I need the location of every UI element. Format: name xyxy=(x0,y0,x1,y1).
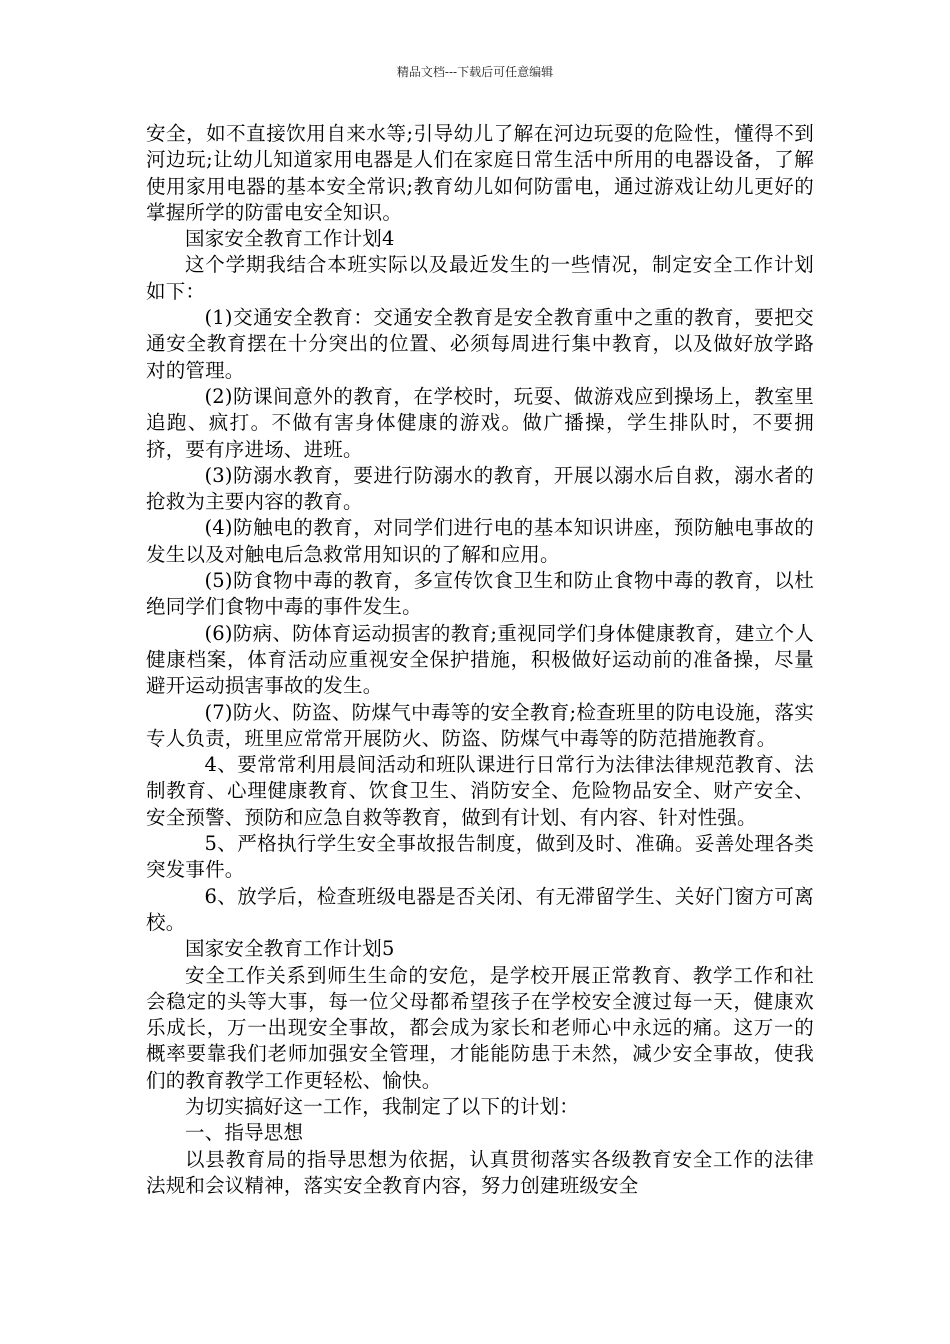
list-item: (4)防触电的教育，对同学们进行电的基本知识讲座，预防触电事故的发生以及对触电后急救常用知识的了解和应用。 xyxy=(146,516,814,566)
list-item: 6、放学后，检查班级电器是否关闭、有无滞留学生、关好门窗方可离校。 xyxy=(146,884,814,934)
page-header: 精品文档---下载后可任意编辑 xyxy=(396,65,554,79)
list-item: (6)防病、防体育运动损害的教育;重视同学们身体健康教育，建立个人健康档案，体育活动应重视安全保护措施，积极做好运动前的准备操，尽量避开运动损害事故的发生。 xyxy=(146,621,814,698)
section-heading: 国家安全教育工作计划5 xyxy=(185,937,395,961)
paragraph: 这个学期我结合本班实际以及最近发生的一些情况，制定安全工作计划如下： xyxy=(146,253,814,303)
section-heading: 国家安全教育工作计划4 xyxy=(185,227,395,251)
list-item: 5、严格执行学生安全事故报告制度，做到及时、准确。妥善处理各类突发事件。 xyxy=(146,832,814,882)
list-item: 4、要常常利用晨间活动和班队课进行日常行为法律法律规范教育、法制教育、心理健康教育、饮食卫生、消防安全、危险物品安全、财产安全、安全预警、预防和应急自救等教育，做到有计划、有内容、针对性强。 xyxy=(146,753,814,829)
paragraph: 安全工作关系到师生生命的安危，是学校开展正常教育、教学工作和社会稳定的头等大事，每一位父母都希望孩子在学校安全渡过每一天，健康欢乐成长，万一出现安全事故，都会成为家长和老师心中永远的痛。这万一的概率要靠我们老师加强安全管理，才能能防患于未然，减少安全事故，使我们的教育教学工作更轻松、愉快。 xyxy=(146,963,814,1092)
paragraph: 安全，如不直接饮用自来水等;引导幼儿了解在河边玩耍的危险性，懂得不到河边玩;让幼儿知道家用电器是人们在家庭日常生活中所用的电器设备，了解使用家用电器的基本安全常识;教育幼儿如何防雷电，通过游戏让幼儿更好的掌握所学的防雷电安全知识。 xyxy=(146,122,814,224)
paragraph: 为切实搞好这一工作，我制定了以下的计划： xyxy=(185,1094,580,1118)
document-body xyxy=(146,121,814,1199)
list-item: (3)防溺水教育，要进行防溺水的教育，开展以溺水后自救，溺水者的抢救为主要内容的教育。 xyxy=(146,463,814,514)
list-item: (1)交通安全教育：交通安全教育是安全教育重中之重的教育，要把交通安全教育摆在十分突出的位置、必须每周进行集中教育，以及做好放学路对的管理。 xyxy=(146,306,814,382)
subsection-heading: 一、指导思想 xyxy=(185,1121,304,1145)
list-item: (5)防食物中毒的教育，多宣传饮食卫生和防止食物中毒的教育，以杜绝同学们食物中毒的事件发生。 xyxy=(146,569,814,619)
paragraph: 以县教育局的指导思想为依据，认真贯彻落实各级教育安全工作的法律法规和会议精神，落实安全教育内容，努力创建班级安全 xyxy=(146,1147,814,1197)
list-item: (7)防火、防盗、防煤气中毒等的安全教育;检查班里的防电设施，落实专人负责，班里应常常开展防火、防盗、防煤气中毒等的防范措施教育。 xyxy=(146,700,814,750)
list-item: (2)防课间意外的教育，在学校时，玩耍、做游戏应到操场上，教室里追跑、疯打。不做有害身体健康的游戏。做广播操，学生排队时，不要拥挤，要有序进场、进班。 xyxy=(146,384,814,461)
